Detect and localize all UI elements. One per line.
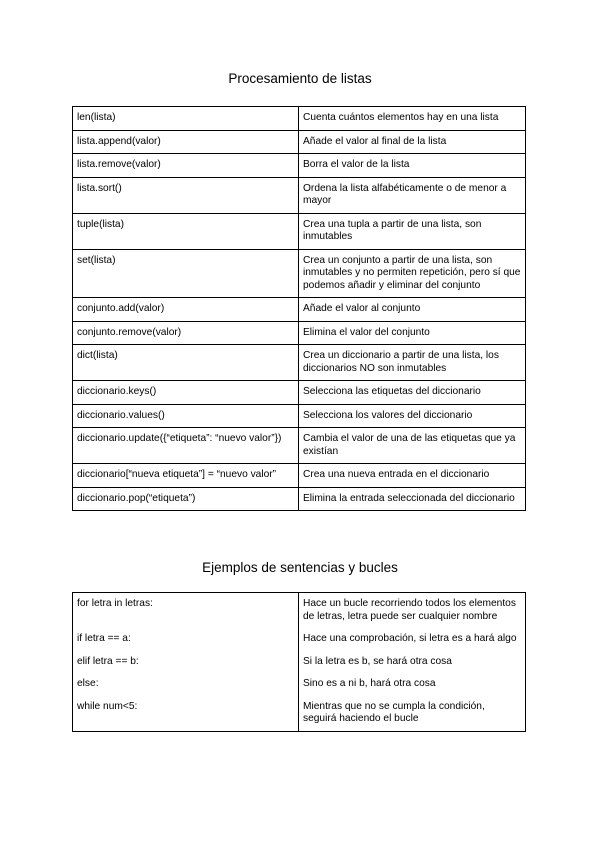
description-cell: Hace un bucle recorriendo todos los elementos de letras, letra puede ser cualquier nombre <box>299 593 526 629</box>
table-row <box>73 130 526 154</box>
section-title-listas: Procesamiento de listas <box>228 71 372 86</box>
code-cell: diccionario.update({“etiqueta”: “nuevo valor”}) <box>73 428 299 464</box>
code-cell: conjunto.remove(valor) <box>73 321 299 345</box>
code-cell: elif letra == b: <box>73 651 299 674</box>
code-cell: diccionario.pop(“etiqueta”) <box>73 487 299 511</box>
table-row <box>73 298 526 322</box>
code-cell: if letra == a: <box>73 628 299 651</box>
code-cell: lista.remove(valor) <box>73 154 299 178</box>
code-cell: diccionario[“nueva etiqueta”] = “nuevo valor” <box>73 464 299 488</box>
statements-table <box>72 592 526 732</box>
code-cell: diccionario.keys() <box>73 381 299 405</box>
table-row <box>73 249 526 298</box>
code-cell: for letra in letras: <box>73 593 299 629</box>
table-row <box>73 673 526 696</box>
table-row <box>73 628 526 651</box>
section-title-sentencias: Ejemplos de sentencias y bucles <box>202 560 398 575</box>
table-row <box>73 154 526 178</box>
table-row <box>73 593 526 629</box>
table-row <box>73 428 526 464</box>
description-cell: Elimina el valor del conjunto <box>299 321 526 345</box>
description-cell: Crea una nueva entrada en el diccionario <box>299 464 526 488</box>
table-row <box>73 213 526 249</box>
list-processing-table <box>72 106 526 511</box>
description-cell: Añade el valor al final de la lista <box>299 130 526 154</box>
description-cell: Elimina la entrada seleccionada del diccionario <box>299 487 526 511</box>
table-row <box>73 404 526 428</box>
description-cell: Selecciona las etiquetas del diccionario <box>299 381 526 405</box>
description-cell: Añade el valor al conjunto <box>299 298 526 322</box>
code-cell: len(lista) <box>73 107 299 131</box>
code-cell: lista.sort() <box>73 177 299 213</box>
code-cell: set(lista) <box>73 249 299 298</box>
description-cell: Ordena la lista alfabéticamente o de menor a mayor <box>299 177 526 213</box>
description-cell: Crea una tupla a partir de una lista, son inmutables <box>299 213 526 249</box>
code-cell: else: <box>73 673 299 696</box>
description-cell: Cuenta cuántos elementos hay en una lista <box>299 107 526 131</box>
description-cell: Cambia el valor de una de las etiquetas que ya existían <box>299 428 526 464</box>
description-cell: Crea un diccionario a partir de una lista, los diccionarios NO son inmutables <box>299 345 526 381</box>
table-row <box>73 487 526 511</box>
description-cell: Mientras que no se cumpla la condición, seguirá haciendo el bucle <box>299 696 526 732</box>
code-cell: lista.append(valor) <box>73 130 299 154</box>
table-row <box>73 696 526 732</box>
description-cell: Sino es a ni b, hará otra cosa <box>299 673 526 696</box>
description-cell: Hace una comprobación, si letra es a hará algo <box>299 628 526 651</box>
description-cell: Crea un conjunto a partir de una lista, son inmutables y no permiten repetición, pero sí que podemos añadir y eliminar del conjunto <box>299 249 526 298</box>
code-cell: dict(lista) <box>73 345 299 381</box>
table-row <box>73 651 526 674</box>
table-row <box>73 345 526 381</box>
code-cell: diccionario.values() <box>73 404 299 428</box>
table-row <box>73 177 526 213</box>
code-cell: while num<5: <box>73 696 299 732</box>
description-cell: Selecciona los valores del diccionario <box>299 404 526 428</box>
description-cell: Si la letra es b, se hará otra cosa <box>299 651 526 674</box>
table-row <box>73 381 526 405</box>
code-cell: tuple(lista) <box>73 213 299 249</box>
table-row <box>73 107 526 131</box>
code-cell: conjunto.add(valor) <box>73 298 299 322</box>
table-row <box>73 464 526 488</box>
table-row <box>73 321 526 345</box>
description-cell: Borra el valor de la lista <box>299 154 526 178</box>
